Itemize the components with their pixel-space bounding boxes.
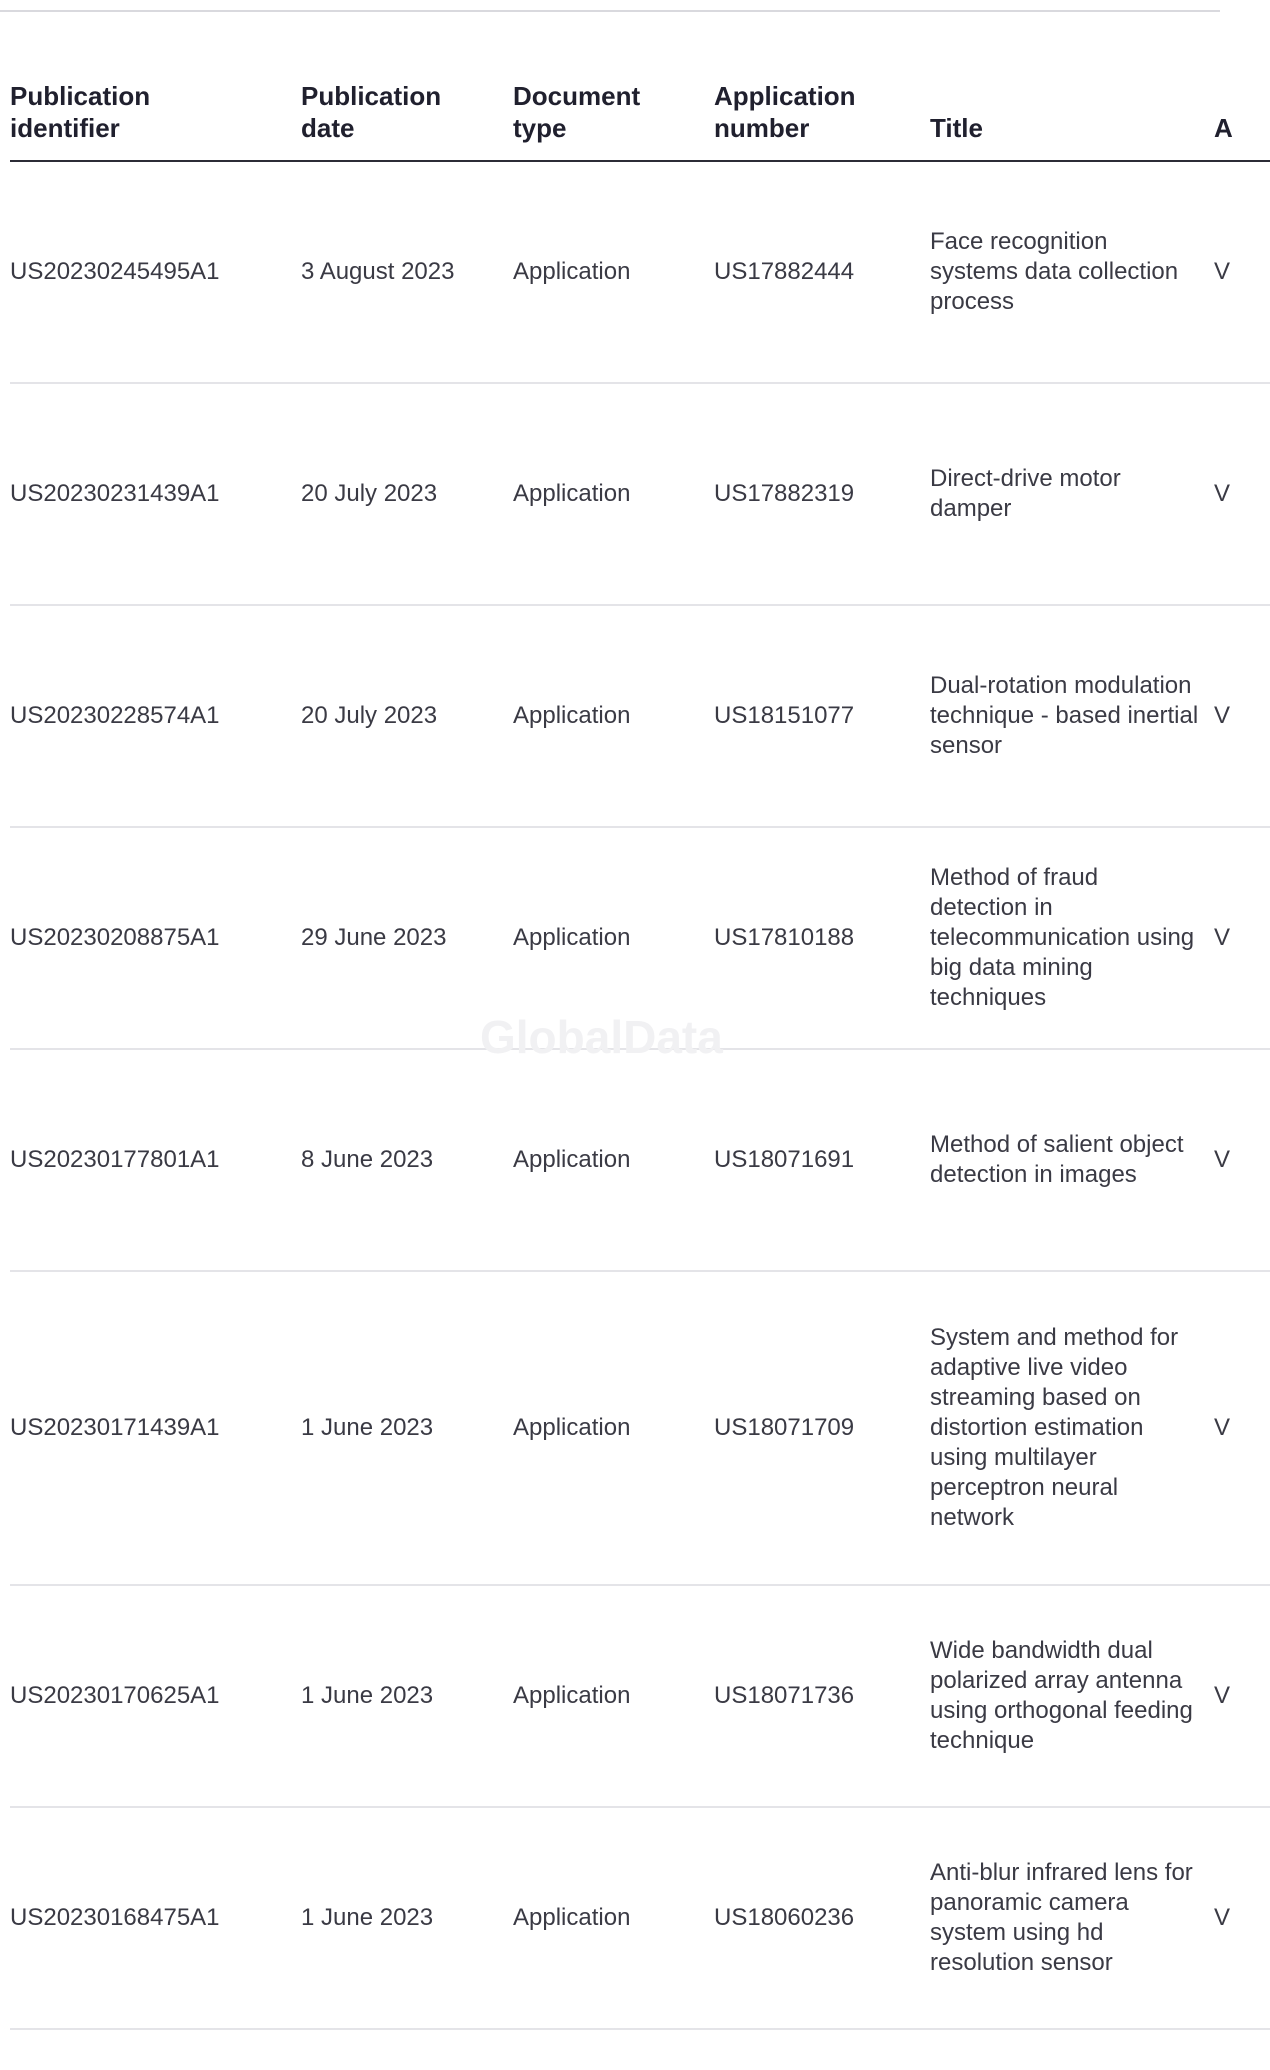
table-body (10, 161, 1270, 2029)
patent-title: Anti-blur infrared lens for panoramic camera system using hd resolution sensor (930, 1807, 1214, 2029)
application-number: US18071709 (714, 1271, 930, 1585)
document-type: Application (513, 827, 714, 1049)
table-row[interactable] (10, 1807, 1270, 2029)
publication-date: 1 June 2023 (301, 1807, 513, 2029)
applicant: V (1214, 161, 1270, 383)
publication-identifier: US20230228574A1 (10, 605, 301, 827)
patent-title: Method of salient object detection in images (930, 1049, 1214, 1271)
patent-table-container (10, 12, 1233, 2030)
publication-identifier: US20230231439A1 (10, 383, 301, 605)
applicant: V (1214, 827, 1270, 1049)
table-row[interactable] (10, 1271, 1270, 1585)
applicant: V (1214, 1585, 1270, 1807)
header-title[interactable]: Title (930, 12, 1214, 161)
header-document-type[interactable]: Document type (513, 12, 714, 161)
publication-date: 1 June 2023 (301, 1271, 513, 1585)
patent-title: Wide bandwidth dual polarized array antenna using orthogonal feeding technique (930, 1585, 1214, 1807)
document-type: Application (513, 1585, 714, 1807)
table-row[interactable] (10, 161, 1270, 383)
applicant: V (1214, 1049, 1270, 1271)
table-row[interactable] (10, 1585, 1270, 1807)
patent-title: Dual-rotation modulation technique - based inertial sensor (930, 605, 1214, 827)
table-row[interactable] (10, 605, 1270, 827)
patent-title: Face recognition systems data collection process (930, 161, 1214, 383)
application-number: US17882319 (714, 383, 930, 605)
application-number: US17810188 (714, 827, 930, 1049)
header-applicant[interactable]: A (1214, 12, 1270, 161)
document-type: Application (513, 383, 714, 605)
publication-identifier: US20230177801A1 (10, 1049, 301, 1271)
patent-title: Direct-drive motor damper (930, 383, 1214, 605)
publication-date: 20 July 2023 (301, 383, 513, 605)
application-number: US18151077 (714, 605, 930, 827)
patent-title: Method of fraud detection in telecommunication using big data mining techniques (930, 827, 1214, 1049)
table-row[interactable] (10, 1049, 1270, 1271)
applicant: V (1214, 383, 1270, 605)
watermark: GlobalData (480, 1011, 723, 1063)
header-application-number[interactable]: Application number (714, 12, 930, 161)
publication-date: 1 June 2023 (301, 1585, 513, 1807)
patent-table (10, 12, 1270, 2030)
document-type: Application (513, 1271, 714, 1585)
table-row[interactable] (10, 383, 1270, 605)
document-type: Application (513, 1049, 714, 1271)
publication-date: 29 June 2023 (301, 827, 513, 1049)
publication-identifier: US20230208875A1 (10, 827, 301, 1049)
application-number: US18060236 (714, 1807, 930, 2029)
header-publication-identifier[interactable]: Publication identifier (10, 12, 301, 161)
applicant: V (1214, 1271, 1270, 1585)
publication-identifier: US20230170625A1 (10, 1585, 301, 1807)
applicant: V (1214, 1807, 1270, 2029)
publication-date: 20 July 2023 (301, 605, 513, 827)
publication-date: 8 June 2023 (301, 1049, 513, 1271)
document-type: Application (513, 1807, 714, 2029)
table-header (10, 12, 1270, 161)
application-number: US18071691 (714, 1049, 930, 1271)
publication-identifier: US20230168475A1 (10, 1807, 301, 2029)
publication-identifier: US20230171439A1 (10, 1271, 301, 1585)
application-number: US17882444 (714, 161, 930, 383)
document-type: Application (513, 605, 714, 827)
application-number: US18071736 (714, 1585, 930, 1807)
table-row[interactable] (10, 827, 1270, 1049)
publication-date: 3 August 2023 (301, 161, 513, 383)
document-type: Application (513, 161, 714, 383)
patent-title: System and method for adaptive live video streaming based on distortion estimation using multilayer perceptron neural network (930, 1271, 1214, 1585)
header-publication-date[interactable]: Publication date (301, 12, 513, 161)
publication-identifier: US20230245495A1 (10, 161, 301, 383)
applicant: V (1214, 605, 1270, 827)
